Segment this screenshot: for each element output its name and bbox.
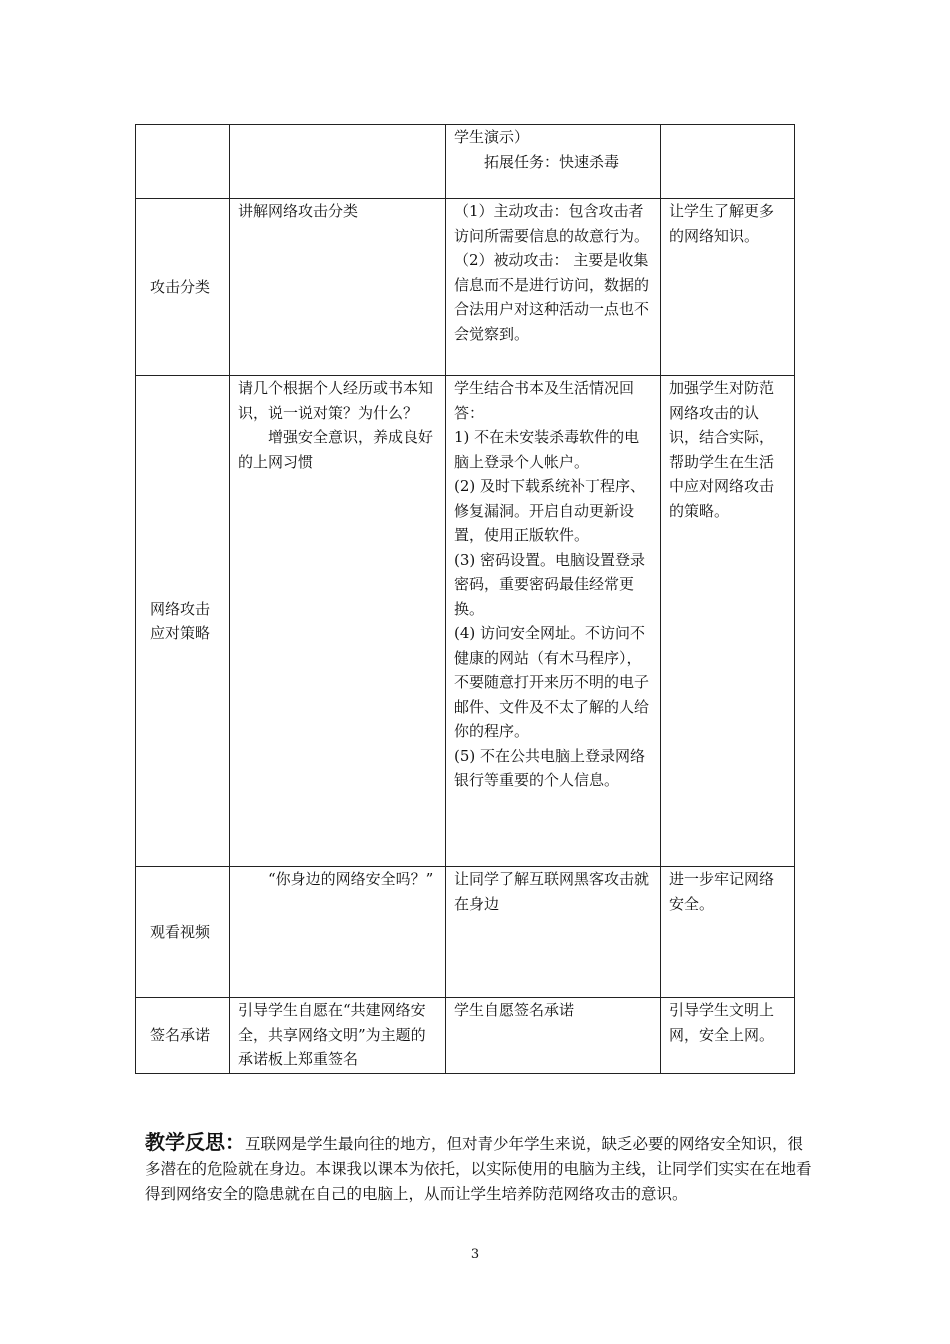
- stage-label: 攻击分类: [150, 277, 211, 296]
- table-row: [136, 376, 795, 867]
- cell-text: 进一步牢记网络安全。: [669, 870, 775, 913]
- cell-text: （1）主动攻击：包含攻击者访问所需要信息的故意行为。: [454, 202, 650, 245]
- cell-text: 引导学生自愿在“共建网络安全，共享网络文明”为主题的承诺板上郑重签名: [238, 1001, 426, 1068]
- student-activity-cell: [446, 376, 661, 867]
- student-activity-cell: [446, 998, 661, 1074]
- cell-text: (4) 访问安全网址。不访问不健康的网站（有木马程序），不要随意打开来历不明的电子邮件、文件及不太了解的人给你的程序。: [454, 624, 650, 740]
- reflection-title: 教学反思：: [145, 1130, 245, 1154]
- cell-text: 学生自愿签名承诺: [454, 1001, 575, 1019]
- stage-label-cell: [136, 199, 230, 376]
- cell-text: 拓展任务：快速杀毒: [484, 152, 620, 171]
- page-number: 3: [470, 1247, 480, 1262]
- stage-label-cell: [136, 867, 230, 998]
- cell-text: 加强学生对防范网络攻击的认识，结合实际，帮助学生在生活中应对网络攻击的策略。: [669, 379, 775, 520]
- cell-text: 讲解网络攻击分类: [238, 202, 359, 220]
- cell-text: (3) 密码设置。电脑设置登录密码，重要密码最佳经常更换。: [454, 550, 646, 618]
- table-row: [136, 867, 795, 998]
- cell-text: 请几个根据个人经历或书本知识，说一说对策？为什么？: [238, 379, 434, 422]
- table-row: [136, 199, 795, 376]
- design-intent-cell: [661, 867, 795, 998]
- stage-label: 观看视频: [150, 922, 211, 941]
- teacher-activity-cell: [230, 376, 446, 867]
- design-intent-cell: [661, 199, 795, 376]
- cell-text: 学生结合书本及生活情况回答：: [454, 379, 635, 422]
- cell-text: 引导学生文明上网，安全上网。: [669, 1001, 775, 1044]
- table-row: [136, 998, 795, 1074]
- stage-label: 应对策略: [150, 624, 211, 642]
- student-activity-cell: [446, 125, 661, 199]
- cell-text: 增强安全意识，养成良好的上网习惯: [238, 428, 434, 471]
- cell-text: 学生演示）: [454, 128, 530, 146]
- design-intent-cell: [661, 998, 795, 1074]
- cell-text: (2) 及时下载系统补丁程序、修复漏洞。开启自动更新设置，使用正版软件。: [454, 477, 646, 544]
- teacher-activity-cell: [230, 125, 446, 199]
- reflection-body: 互联网是学生最向往的地方，但对青少年学生来说，缺乏必要的网络安全知识，很多潜在的危险就在身边。本课我以课本为依托，以实际使用的电脑为主线，让同学们实实在在地看得到网络安全的隐患就在自己的电脑上，从而让学生培养防范网络攻击的意识。: [145, 1135, 812, 1203]
- design-intent-cell: [661, 376, 795, 867]
- cell-text: 让同学了解互联网黑客攻击就在身边: [454, 870, 650, 913]
- stage-label-cell: [136, 125, 230, 199]
- stage-label: 签名承诺: [150, 1026, 211, 1045]
- cell-text: (5) 不在公共电脑上登录网络银行等重要的个人信息。: [454, 746, 646, 789]
- stage-label-cell: [136, 376, 230, 867]
- cell-text: 1) 不在未安装杀毒软件的电脑上登录个人帐户。: [454, 428, 640, 471]
- teaching-reflection: [145, 1130, 815, 1207]
- design-intent-cell: [661, 125, 795, 199]
- cell-text: （2）被动攻击： 主要是收集信息而不是进行访问，数据的合法用户对这种活动一点也不会觉察到。: [454, 251, 650, 343]
- student-activity-cell: [446, 199, 661, 376]
- teacher-activity-cell: [230, 199, 446, 376]
- stage-label: 网络攻击: [150, 599, 211, 618]
- stage-label-cell: [136, 998, 230, 1074]
- lesson-plan-table: [135, 124, 795, 1074]
- table-row: [136, 125, 795, 199]
- cell-text: “你身边的网络安全吗？”: [268, 870, 434, 888]
- student-activity-cell: [446, 867, 661, 998]
- teacher-activity-cell: [230, 867, 446, 998]
- teacher-activity-cell: [230, 998, 446, 1074]
- cell-text: 让学生了解更多的网络知识。: [669, 202, 775, 245]
